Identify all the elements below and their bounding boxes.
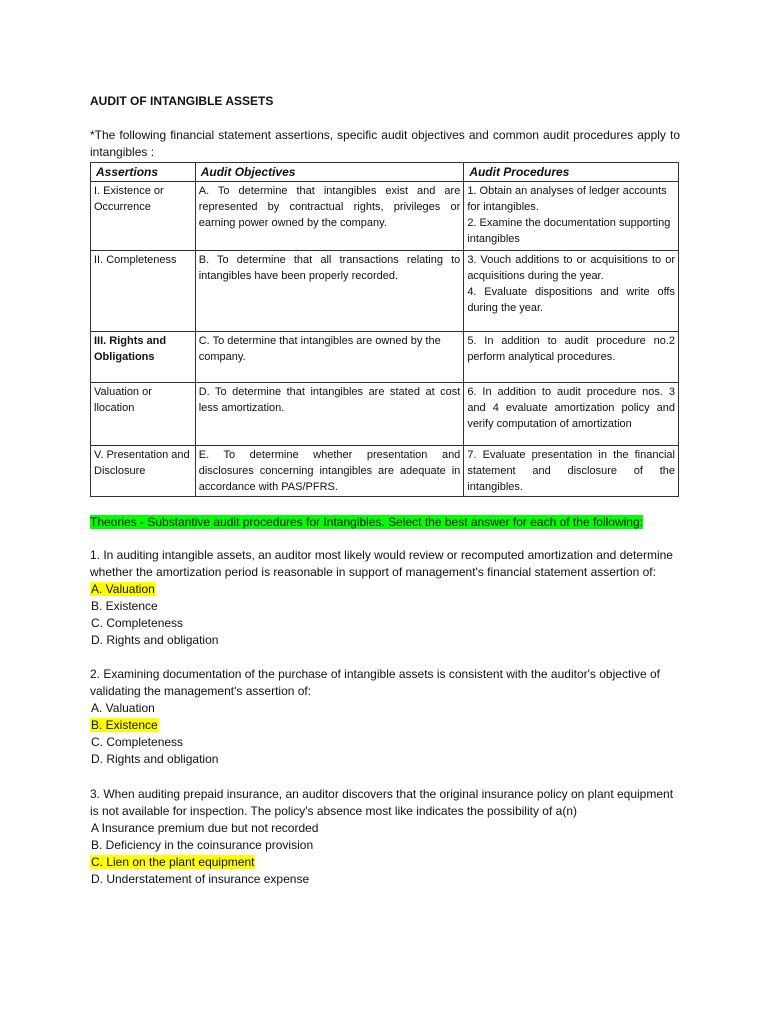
procedure-item: 1. Obtain an analyses of ledger accounts for intangibles.	[467, 185, 667, 213]
table-row	[91, 182, 679, 251]
assertion-cell: II. Completeness	[91, 251, 196, 332]
question-2	[90, 666, 680, 768]
answer-option[interactable]	[90, 820, 680, 837]
option-label: A. Valuation	[91, 582, 155, 596]
table-row	[91, 251, 679, 332]
option-label: C. Completeness	[91, 735, 184, 749]
intro-paragraph: *The following financial statement assertions, specific audit objectives and common audit procedures apply to intangibles :	[90, 128, 680, 159]
procedure-item: 3. Vouch additions to or acquisitions to or acquisitions during the year.	[467, 254, 675, 282]
option-label: B. Existence	[91, 599, 158, 613]
procedure-cell	[464, 383, 679, 446]
table-row	[91, 332, 679, 383]
option-label: A. Valuation	[91, 701, 155, 715]
option-label: B. Existence	[91, 718, 158, 732]
answer-option[interactable]	[90, 581, 680, 598]
objective-cell: B. To determine that all transactions relating to intangibles have been properly recorded.	[195, 251, 464, 332]
answer-option[interactable]	[90, 734, 680, 751]
answer-option[interactable]	[90, 871, 680, 888]
procedure-cell	[464, 182, 679, 251]
procedure-item: 7. Evaluate presentation in the financial statement and disclosure of the intangibles.	[467, 449, 675, 493]
answer-option[interactable]	[90, 632, 680, 649]
question-stem: 2. Examining documentation of the purchase of intangible assets is consistent with the auditor's objective of validating the management's assertion of:	[90, 667, 660, 698]
procedure-item: 2. Examine the documentation supporting intangibles	[467, 217, 671, 245]
table-row	[91, 383, 679, 446]
option-label: D. Understatement of insurance expense	[91, 872, 310, 886]
option-label: A Insurance premium due but not recorded	[91, 821, 319, 835]
procedure-item: 5. In addition to audit procedure no.2 perform analytical procedures.	[467, 335, 675, 363]
answer-option[interactable]	[90, 598, 680, 615]
procedure-item: 4. Evaluate dispositions and write offs during the year.	[467, 286, 675, 314]
document-title: AUDIT OF INTANGIBLE ASSETS	[90, 94, 274, 108]
procedure-cell	[464, 446, 679, 497]
procedure-cell	[464, 251, 679, 332]
option-label: D. Rights and obligation	[91, 633, 219, 647]
answer-option[interactable]	[90, 717, 680, 734]
procedure-cell	[464, 332, 679, 383]
table-row	[91, 446, 679, 497]
option-label: C. Lien on the plant equipment	[91, 855, 255, 869]
header-audit-procedures: Audit Procedures	[464, 163, 679, 182]
header-audit-objectives: Audit Objectives	[195, 163, 464, 182]
answer-option[interactable]	[90, 751, 680, 768]
option-label: B. Deficiency in the coinsurance provision	[91, 838, 314, 852]
assertion-cell: V. Presentation and Disclosure	[91, 446, 196, 497]
assertions-table	[90, 162, 679, 497]
answer-option[interactable]	[90, 854, 680, 871]
option-label: C. Completeness	[91, 616, 184, 630]
objective-cell: D. To determine that intangibles are stated at cost less amortization.	[195, 383, 464, 446]
question-3	[90, 786, 680, 888]
objective-cell: C. To determine that intangibles are owned by the company.	[195, 332, 464, 383]
question-stem: 3. When auditing prepaid insurance, an auditor discovers that the original insurance policy on plant equipment is not available for inspection. The policy's absence most like indicates the possibility of a(n)	[90, 787, 674, 818]
answer-option[interactable]	[90, 615, 680, 632]
procedure-item: 6. In addition to audit procedure nos. 3 and 4 evaluate amortization policy and verify computation of amortization	[467, 386, 675, 430]
question-stem: 1. In auditing intangible assets, an auditor most likely would review or recomputed amortization and determine whether the amortization period is reasonable in support of management's financial statement assertion of:	[90, 548, 673, 579]
header-assertions: Assertions	[91, 163, 196, 182]
theories-heading	[90, 514, 643, 530]
theories-heading-text: Theories - Substantive audit procedures for Intangibles. Select the best answer for each of the following:	[90, 515, 643, 529]
option-label: D. Rights and obligation	[91, 752, 219, 766]
assertion-cell: III. Rights and Obligations	[91, 332, 196, 383]
answer-option[interactable]	[90, 700, 680, 717]
assertion-cell: I. Existence or Occurrence	[91, 182, 196, 251]
objective-cell: A. To determine that intangibles exist and are represented by contractual rights, privileges or earning power owned by the company.	[195, 182, 464, 251]
table-header-row	[91, 163, 679, 182]
objective-cell: E. To determine whether presentation and disclosures concerning intangibles are adequate in accordance with PAS/PFRS.	[195, 446, 464, 497]
question-1	[90, 547, 680, 649]
answer-option[interactable]	[90, 837, 680, 854]
assertion-cell: Valuation or llocation	[91, 383, 196, 446]
